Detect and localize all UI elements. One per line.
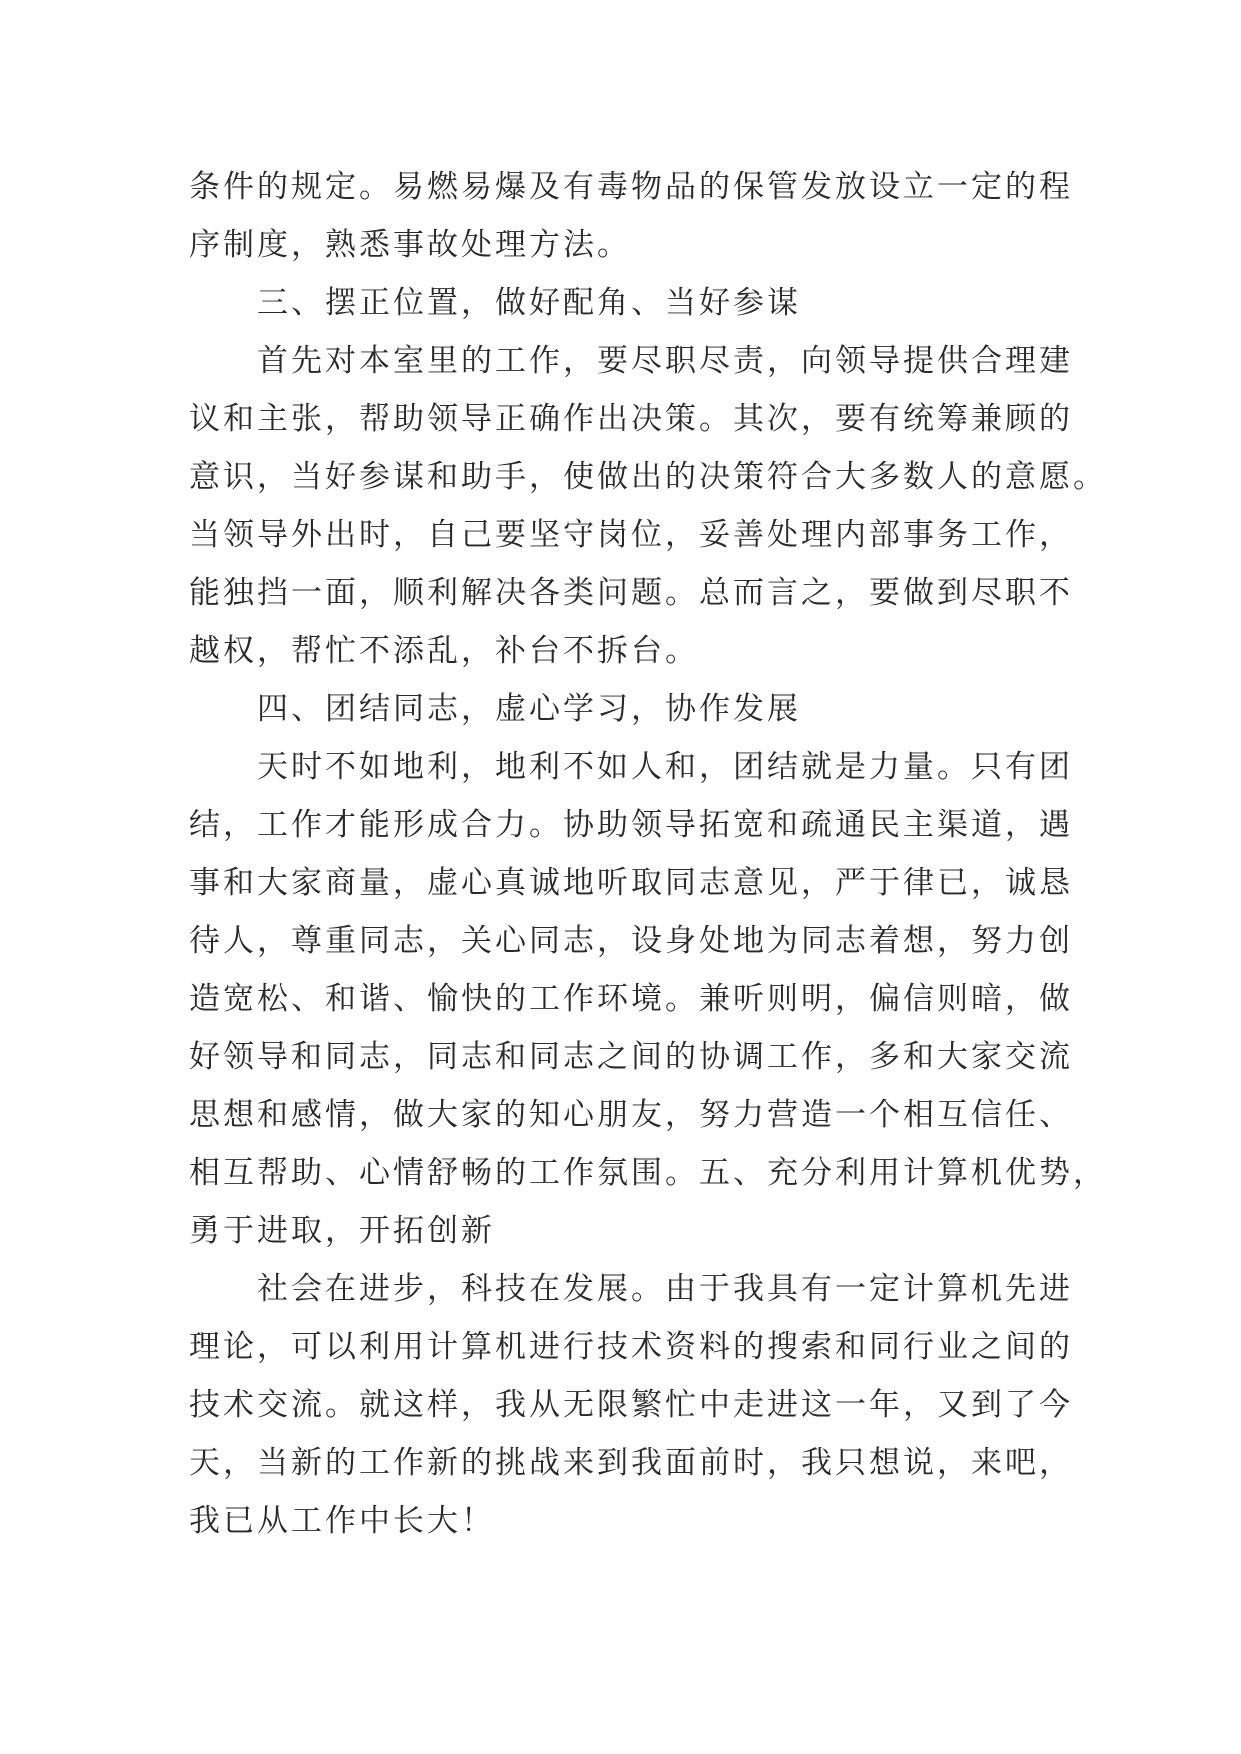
text-line: 能独挡一面，顺利解决各类问题。总而言之，要做到尽职不 <box>189 575 1073 611</box>
text-line: 四、团结同志，虚心学习，协作发展 <box>257 691 801 727</box>
text-line: 当领导外出时，自己要坚守岗位，妥善处理内部事务工作， <box>189 517 1073 553</box>
text-line: 天，当新的工作新的挑战来到我面前时，我只想说，来吧， <box>189 1445 1073 1481</box>
text-line: 首先对本室里的工作，要尽职尽责，向领导提供合理建 <box>257 343 1073 379</box>
text-line: 造宽松、和谐、愉快的工作环境。兼听则明，偏信则暗，做 <box>189 981 1073 1017</box>
text-line: 理论，可以利用计算机进行技术资料的搜索和同行业之间的 <box>189 1329 1073 1365</box>
text-line: 天时不如地利，地利不如人和，团结就是力量。只有团 <box>257 749 1073 785</box>
text-line: 条件的规定。易燃易爆及有毒物品的保管发放设立一定的程 <box>189 169 1073 205</box>
text-line: 议和主张，帮助领导正确作出决策。其次，要有统筹兼顾的 <box>189 401 1073 437</box>
text-line: 越权，帮忙不添乱，补台不拆台。 <box>189 633 699 669</box>
text-line: 事和大家商量，虚心真诚地听取同志意见，严于律已，诚恳 <box>189 865 1073 901</box>
text-line: 序制度，熟悉事故处理方法。 <box>189 227 631 263</box>
body-text <box>189 158 1107 1550</box>
text-line: 待人，尊重同志，关心同志，设身处地为同志着想，努力创 <box>189 923 1073 959</box>
text-line: 三、摆正位置，做好配角、当好参谋 <box>257 285 801 321</box>
text-line: 技术交流。就这样，我从无限繁忙中走进这一年，又到了今 <box>189 1387 1073 1423</box>
text-line: 社会在进步，科技在发展。由于我具有一定计算机先进 <box>257 1271 1073 1307</box>
text-line: 思想和感情，做大家的知心朋友，努力营造一个相互信任、 <box>189 1097 1073 1133</box>
text-line: 好领导和同志，同志和同志之间的协调工作，多和大家交流 <box>189 1039 1073 1075</box>
text-line: 相互帮助、心情舒畅的工作氛围。五、充分利用计算机优势， <box>189 1155 1107 1191</box>
text-line: 意识，当好参谋和助手，使做出的决策符合大多数人的意愿。 <box>189 459 1107 495</box>
text-line: 勇于进取，开拓创新 <box>189 1213 495 1249</box>
text-line: 结，工作才能形成合力。协助领导拓宽和疏通民主渠道，遇 <box>189 807 1073 843</box>
text-line: 我已从工作中长大！ <box>189 1503 495 1539</box>
